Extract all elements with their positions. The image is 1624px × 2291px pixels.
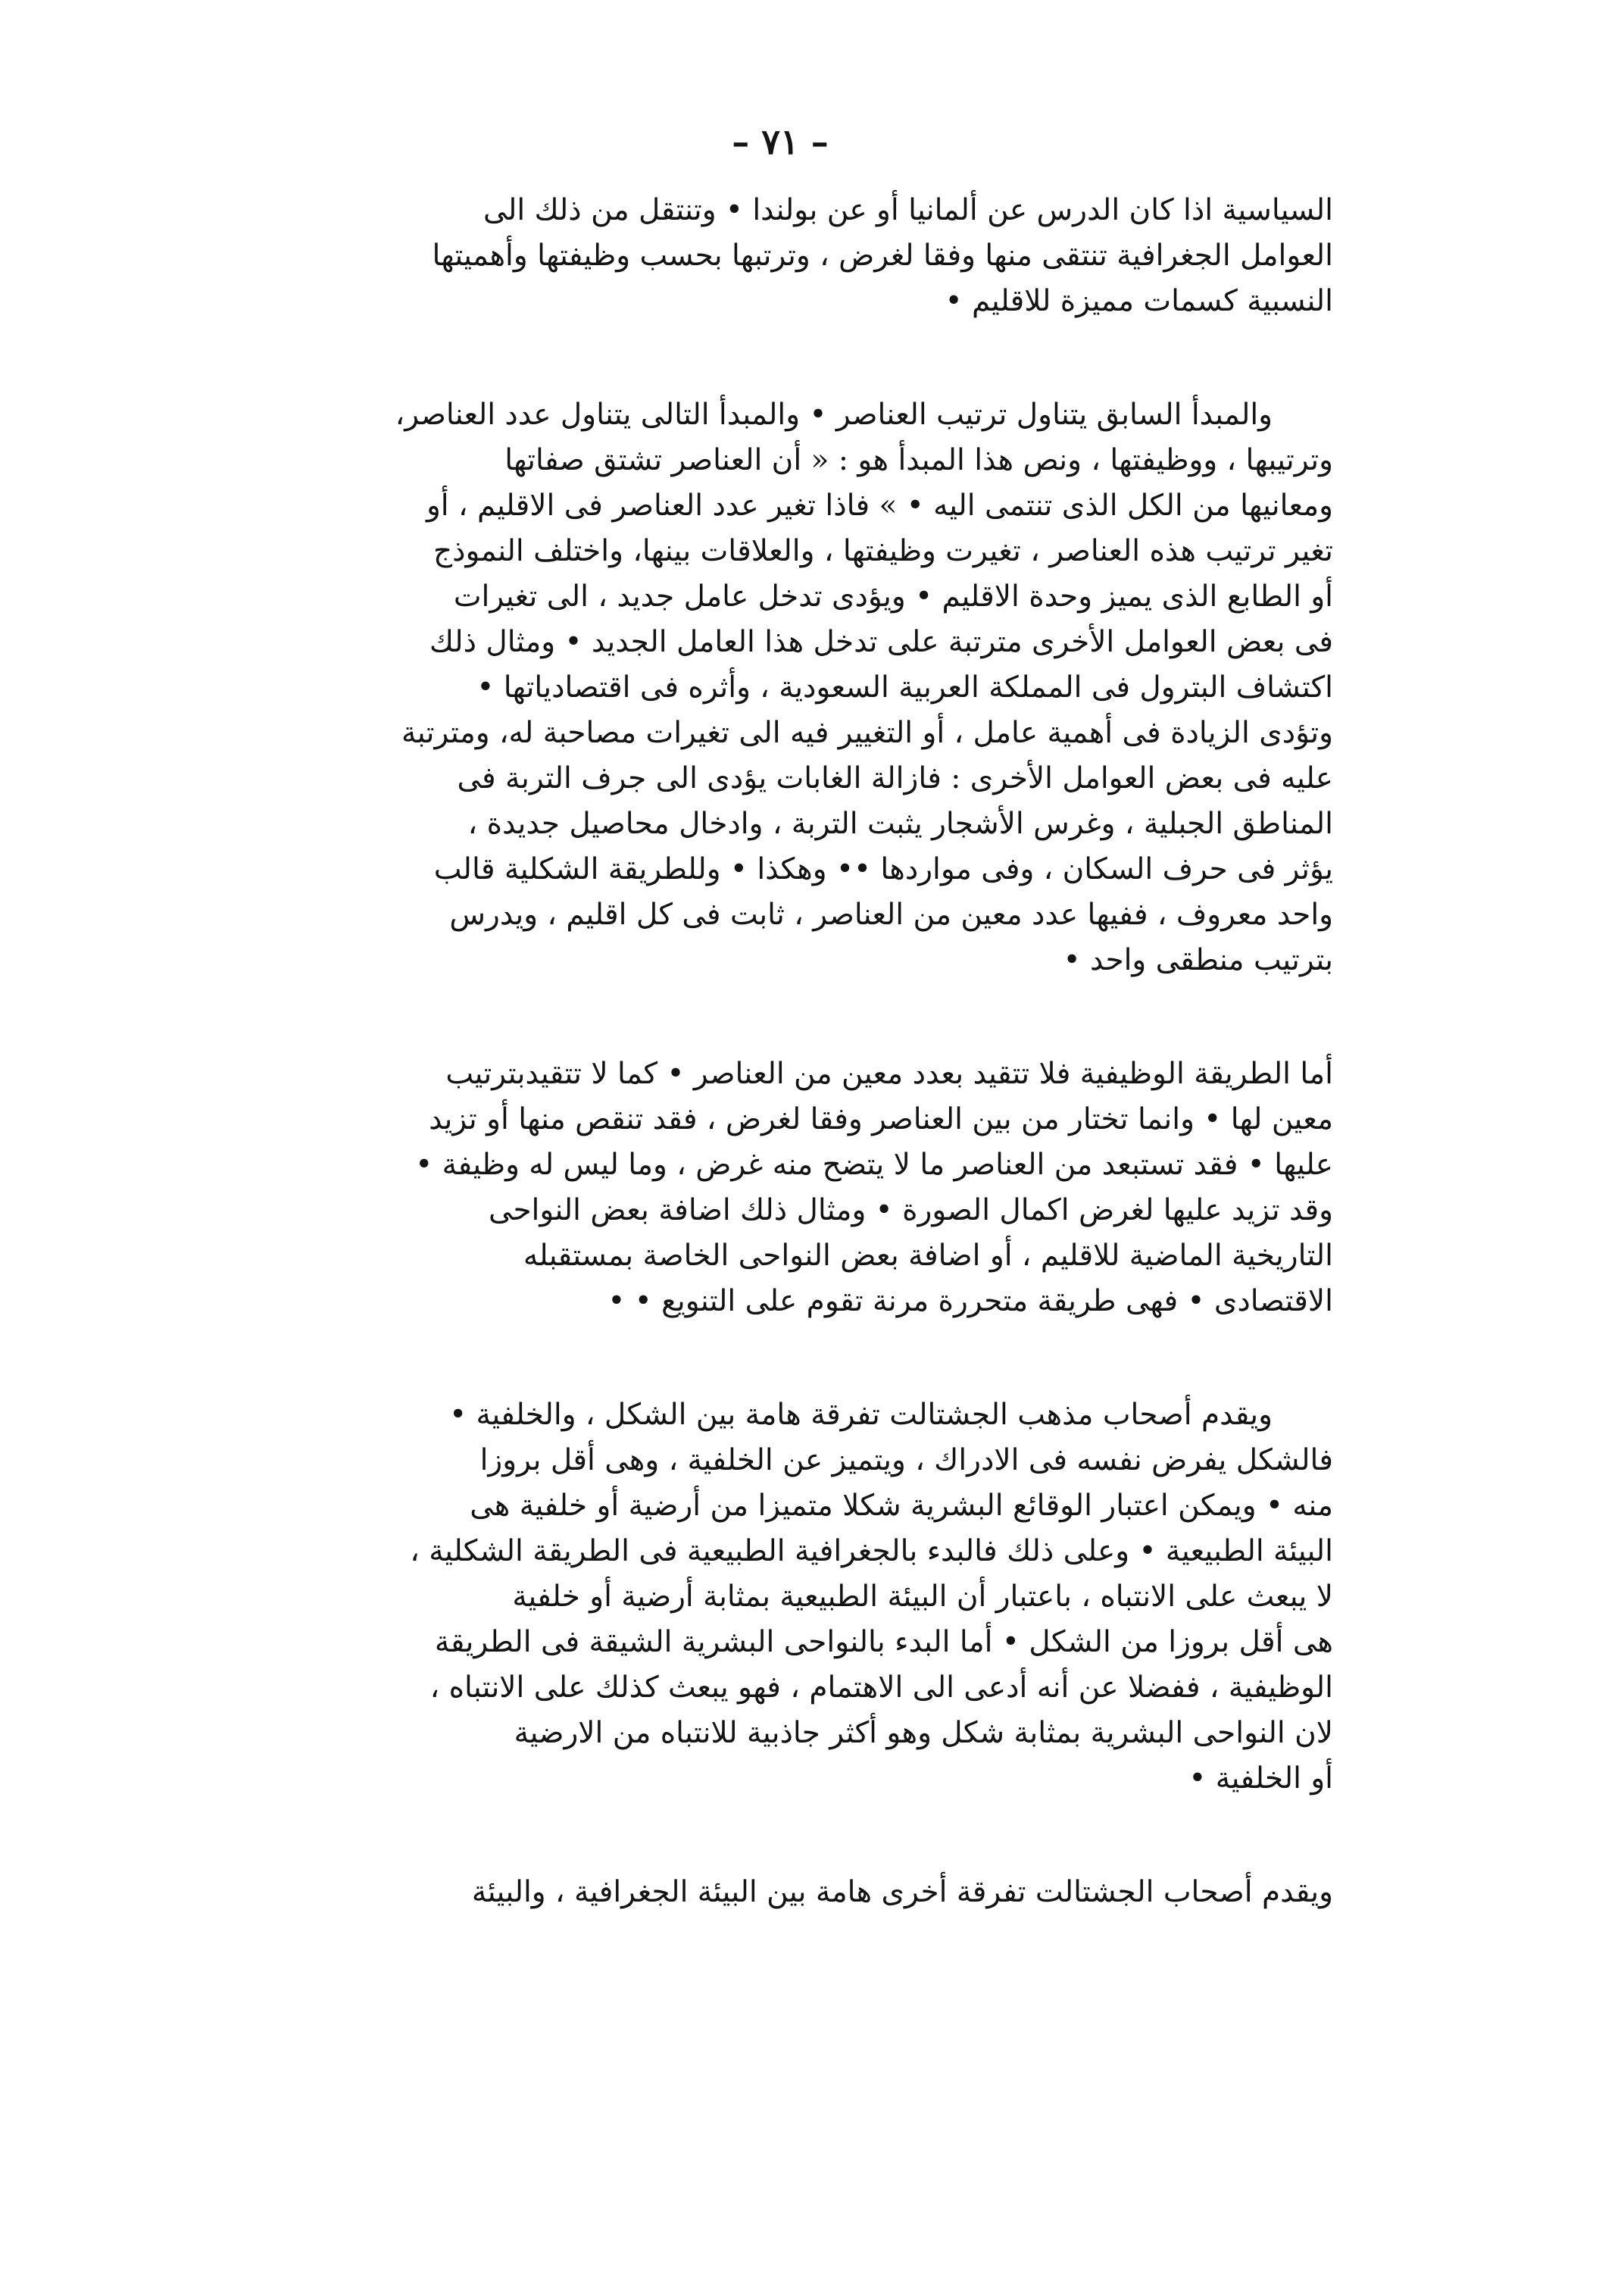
text-line: ومعانيها من الكل الذى تنتمى اليه • » فاذا تغير عدد العناصر فى الاقليم ، أو [426, 489, 1333, 523]
text-line: بترتيب منطقى واحد • [1063, 943, 1333, 977]
text-line-content: والمبدأ السابق يتناول ترتيب العناصر • والمبدأ التالى يتناول عدد العناصر، [395, 398, 1273, 432]
text-line: أما الطريقة الوظيفية فلا تتقيد بعدد معين من العناصر • كما لا تتقيدبترتيب [445, 1057, 1333, 1091]
text-line: ويقدم أصحاب الجشتالت تفرقة أخرى هامة بين البيئة الجغرافية ، والبيئة [471, 1875, 1333, 1909]
text-line: المناطق الجبلية ، وغرس الأشجار يثبت التربة ، وادخال محاصيل جديدة ، [467, 807, 1333, 841]
text-line: لا يبعث على الانتباه ، باعتبار أن البيئة الطبيعية بمثابة أرضية أو خلفية [512, 1580, 1333, 1614]
book-page [227, 121, 1333, 2258]
text-line: فى بعض العوامل الأخرى مترتبة على تدخل هذا العامل الجديد • ومثال ذلك [429, 625, 1333, 659]
text-line: اكتشاف البترول فى المملكة العربية السعودية ، وأثره فى اقتصادياتها • [476, 670, 1333, 705]
text-line: النسبية كسمات مميزة للاقليم • [945, 284, 1333, 318]
text-line [227, 392, 1333, 438]
page-number: – ٧١ – [732, 121, 829, 162]
paragraph-5 [227, 1870, 1333, 1915]
text-line: يؤثر فى حرف السكان ، وفى مواردها •• وهكذا • وللطريقة الشكلية قالب [433, 852, 1333, 886]
text-line: تغير ترتيب هذه العناصر ، تغيرت وظيفتها ، والعلاقات بينها، واختلف النموذج [433, 534, 1333, 568]
text-line [227, 1392, 1333, 1438]
text-line: واحد معروف ، ففيها عدد معين من العناصر ، ثابت فى كل اقليم ، ويدرس [449, 898, 1333, 932]
paragraph-4 [227, 1392, 1333, 1802]
text-line: التاريخية الماضية للاقليم ، أو اضافة بعض النواحى الخاصة بمستقبله [523, 1239, 1333, 1273]
text-line: وقد تزيد عليها لغرض اكمال الصورة • ومثال ذلك اضافة بعض النواحى [488, 1193, 1333, 1227]
text-line: أو الخلفية • [1188, 1761, 1333, 1796]
text-line: أو الطابع الذى يميز وحدة الاقليم • ويؤدى تدخل عامل جديد ، الى تغيرات [453, 580, 1333, 614]
text-line: البيئة الطبيعية • وعلى ذلك فالبدء بالجغرافية الطبيعية فى الطريقة الشكلية ، [410, 1534, 1333, 1568]
paragraph-2 [227, 392, 1333, 983]
text-line: معين لها • وانما تختار من بين العناصر وفقا لغرض ، فقد تنقص منها أو تزيد [429, 1102, 1333, 1136]
paragraph-1 [227, 188, 1333, 324]
text-line: الوظيفية ، ففضلا عن أنه أدعى الى الاهتمام ، فهو يبعث كذلك على الانتباه ، [429, 1671, 1333, 1705]
text-line: عليها • فقد تستبعد من العناصر ما لا يتضح منه غرض ، وما ليس له وظيفة • [415, 1148, 1333, 1182]
text-line-content: ويقدم أصحاب مذهب الجشتالت تفرقة هامة بين الشكل ، والخلفية • [449, 1398, 1273, 1432]
text-line: العوامل الجغرافية تنتقى منها وفقا لغرض ، وترتبها بحسب وظيفتها وأهميتها [432, 239, 1333, 273]
text-line: وتؤدى الزيادة فى أهمية عامل ، أو التغيير فيه الى تغيرات مصاحبة له، ومترتبة [401, 716, 1333, 750]
text-line: عليه فى بعض العوامل الأخرى : فازالة الغابات يؤدى الى جرف التربة فى [457, 761, 1333, 795]
text-line: فالشكل يفرض نفسه فى الادراك ، ويتميز عن الخلفية ، وهى أقل بروزا [479, 1443, 1333, 1477]
text-line: وترتيبها ، ووظيفتها ، ونص هذا المبدأ هو : « أن العناصر تشتق صفاتها [504, 443, 1333, 477]
paragraph-3 [227, 1052, 1333, 1324]
text-line: لان النواحى البشرية بمثابة شكل وهو أكثر جاذبية للانتباه من الارضية [514, 1716, 1333, 1750]
text-line: الاقتصادى • فهى طريقة متحررة مرنة تقوم على التنويع • • [607, 1284, 1333, 1318]
text-line: منه • ويمكن اعتبار الوقائع البشرية شكلا متميزا من أرضية أو خلفية هى [470, 1489, 1333, 1523]
text-line: السياسية اذا كان الدرس عن ألمانيا أو عن بولندا • وتنتقل من ذلك الى [483, 193, 1333, 227]
text-line: هى أقل بروزا من الشكل • أما البدء بالنواحى البشرية الشيقة فى الطريقة [434, 1625, 1333, 1659]
